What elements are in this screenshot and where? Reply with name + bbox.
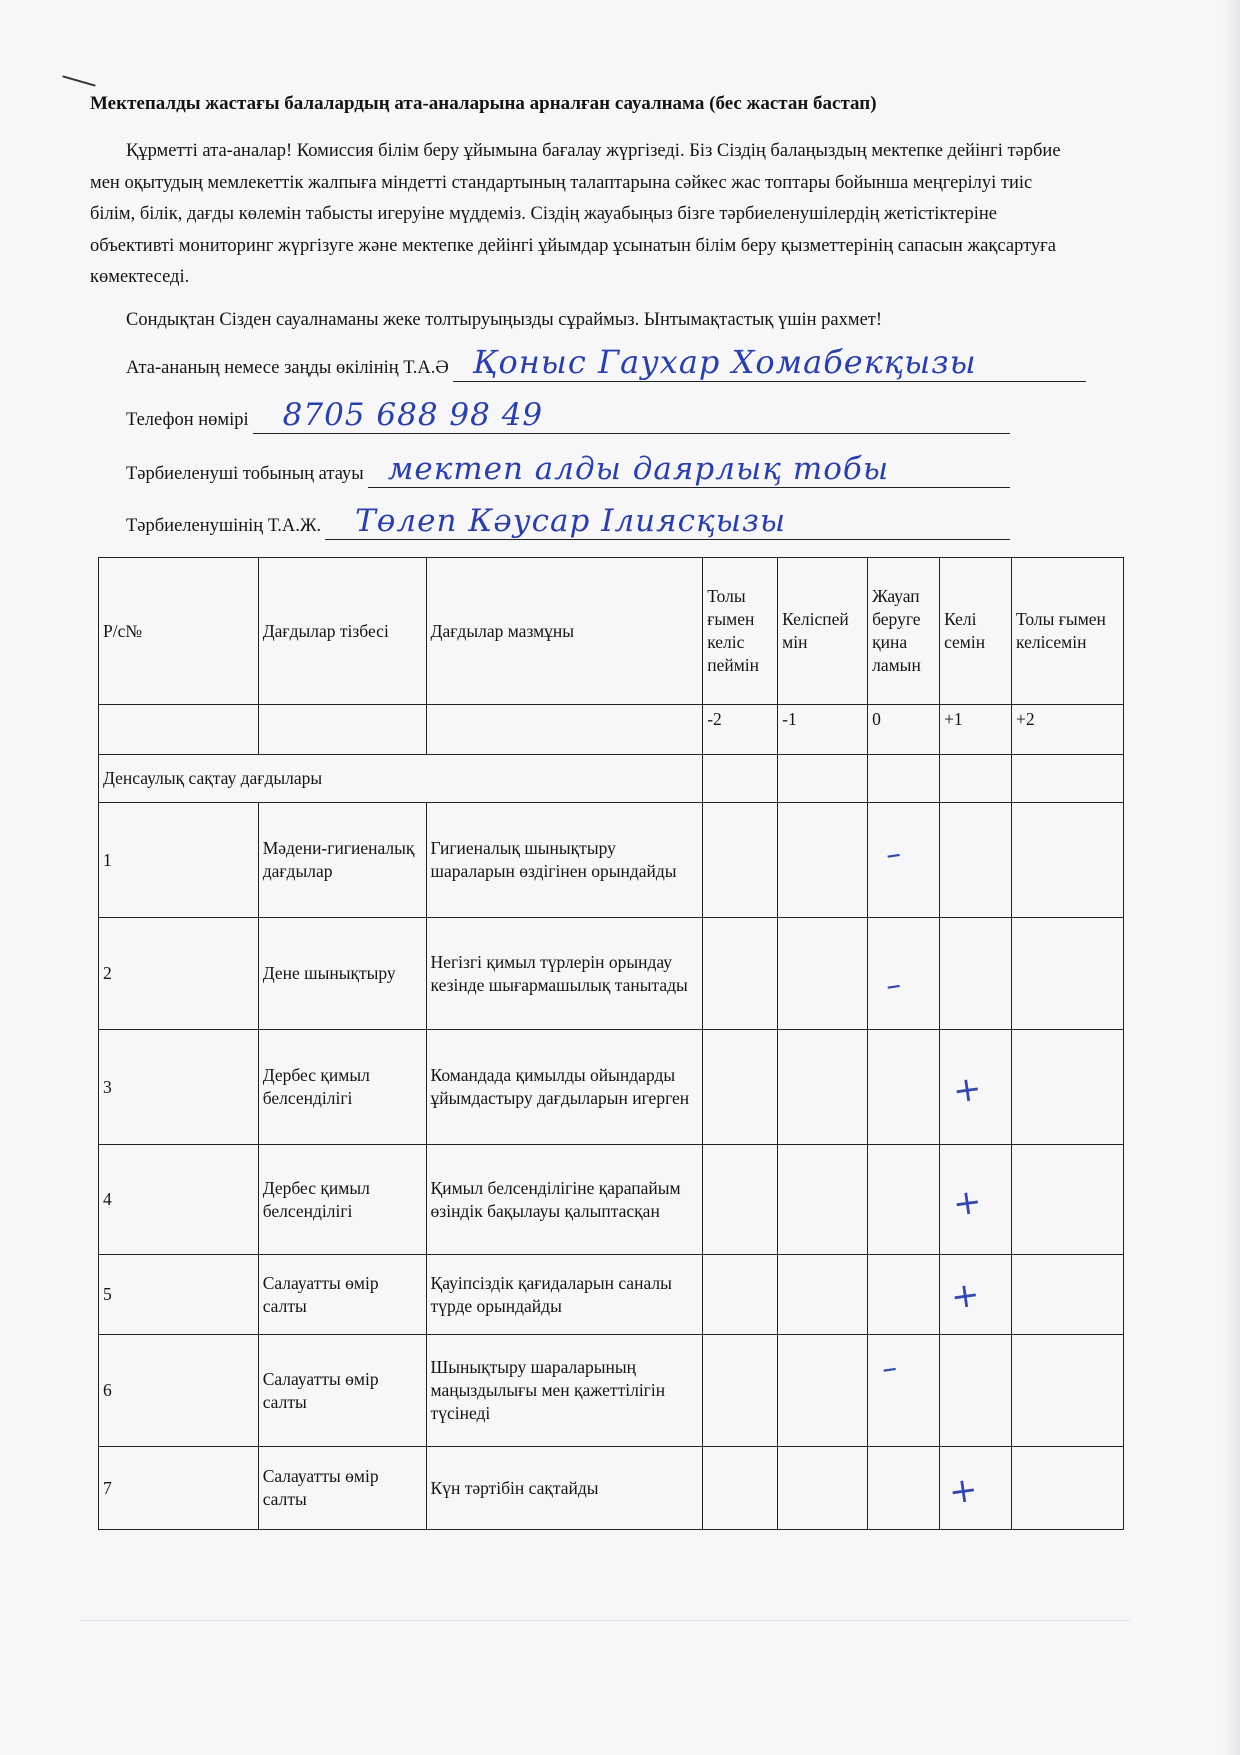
rating-cell[interactable] [940,1447,1012,1530]
handwritten-plus-mark: + [946,1469,981,1513]
row-content: Қауіпсіздік қағидаларын саналы түрде орындайды [426,1255,703,1335]
rating-cell[interactable] [1012,1145,1124,1255]
section-row [99,755,1124,803]
table-row [99,1255,1124,1335]
row-content: Қимыл белсенділігіне қарапайым өзіндік бақылауы қалыптасқан [426,1145,703,1255]
rating-cell[interactable] [703,1447,778,1530]
handwritten-plus-mark: + [950,1180,985,1225]
row-skill: Салауатты өмір салты [258,1447,426,1530]
row-number: 7 [99,1447,259,1530]
score-minus-two: -2 [703,705,778,755]
row-number: 4 [99,1145,259,1255]
handwritten-dash-mark: – [883,967,904,1004]
rating-cell[interactable] [778,1255,868,1335]
table-row [99,1447,1124,1530]
header-undecided: Жауап беруге қина ламын [868,558,940,705]
row-content: Негізгі қимыл түрлерін орындау кезінде шығармашылық танытады [426,918,703,1030]
score-plus-two: +2 [1012,705,1124,755]
header-skills: Дағдылар тізбесі [258,558,426,705]
bleed-through-line [80,1620,1130,1621]
row-content: Командада қимылды ойындарды ұйымдастыру дағдыларын игерген [426,1030,703,1145]
group-name-label: Тәрбиеленуші тобының атауы [126,464,364,484]
survey-table [98,557,1124,1530]
document-title: Мектепалды жастағы балалардың ата-аналарына арналған сауалнама (бес жастан бастап) [90,93,877,114]
rating-cell[interactable] [868,1030,940,1145]
row-skill: Дербес қимыл белсенділігі [258,1030,426,1145]
score-empty-cell [99,705,259,755]
section-empty-cell [868,755,940,803]
section-empty-cell [1012,755,1124,803]
table-row [99,918,1124,1030]
section-empty-cell [778,755,868,803]
header-num: Р/с№ [99,558,259,705]
rating-cell[interactable] [868,1335,940,1447]
rating-cell[interactable] [868,918,940,1030]
rating-cell[interactable] [778,1335,868,1447]
group-name-line[interactable] [368,451,1010,488]
header-strongly-disagree: Толы ғымен келіс пеймін [703,558,778,705]
rating-cell[interactable] [778,1030,868,1145]
group-name-handwriting: мектеп алды даярлық тобы [387,451,890,487]
row-skill: Мәдени-гигиеналық дағдылар [258,803,426,918]
row-content: Күн тәртібін сақтайды [426,1447,703,1530]
row-number: 5 [99,1255,259,1335]
child-name-label: Тәрбиеленушінің Т.А.Ж. [126,516,322,536]
rating-cell[interactable] [940,1030,1012,1145]
table-row [99,1030,1124,1145]
phone-line[interactable] [253,397,1010,434]
rating-cell[interactable] [940,1255,1012,1335]
rating-cell[interactable] [703,1030,778,1145]
rating-cell[interactable] [778,1447,868,1530]
handwritten-dash-mark: – [879,1350,900,1387]
section-title: Денсаулық сақтау дағдылары [99,755,703,803]
rating-cell[interactable] [1012,1447,1124,1530]
child-name-line[interactable] [325,503,1010,540]
header-row [99,558,1124,705]
rating-cell[interactable] [940,803,1012,918]
row-number: 1 [99,803,259,918]
score-zero: 0 [868,705,940,755]
handwritten-plus-mark: + [948,1273,983,1318]
section-empty-cell [940,755,1012,803]
rating-cell[interactable] [868,1255,940,1335]
table-row [99,1145,1124,1255]
score-row [99,705,1124,755]
group-name-field[interactable] [126,451,1010,488]
rating-cell[interactable] [1012,1335,1124,1447]
table-row [99,803,1124,918]
row-number: 6 [99,1335,259,1447]
header-disagree: Келіспей мін [778,558,868,705]
rating-cell[interactable] [703,1335,778,1447]
parent-name-label: Ата-ананың немесе заңды өкілінің Т.А.Ә [126,358,449,378]
intro-paragraph: Құрметті ата-аналар! Комиссия білім беру ұйымына бағалау жүргізеді. Біз Сіздің балаңыздың мектепке дейінгі тәрбие мен оқытудың мемлекеттік жалпыға міндетті стандартының талаптарына сәйкес жас топтары бойынша меңгерілуі тиіс білім, білік, дағды көлемін табысты игеруіне мүддеміз. Сіздің жауабыңыз бізге тәрбиеленушілердің жетістіктеріне объективті мониторинг жүргізуге және мектепке дейінгі ұйымдар ұсынатын білім беру қызметтерінің сапасын жақсартуға көмектеседі. [90,141,1061,287]
score-empty-cell [258,705,426,755]
row-number: 2 [99,918,259,1030]
row-content: Шынықтыру шараларының маңыздылығы мен қажеттілігін түсінеді [426,1335,703,1447]
rating-cell[interactable] [703,1145,778,1255]
rating-cell[interactable] [703,918,778,1030]
table-row [99,1335,1124,1447]
header-strongly-agree: Толы ғымен келісемін [1012,558,1124,705]
child-name-handwriting: Төлеп Кәусар Ілиясқызы [355,503,787,539]
row-skill: Салауатты өмір салты [258,1255,426,1335]
row-number: 3 [99,1030,259,1145]
table-body [99,803,1124,1530]
phone-label: Телефон нөмірі [126,410,249,430]
row-skill: Дене шынықтыру [258,918,426,1030]
rating-cell[interactable] [868,1145,940,1255]
parent-name-line[interactable] [453,343,1086,382]
row-skill: Дербес қимыл белсенділігі [258,1145,426,1255]
rating-cell[interactable] [868,1447,940,1530]
rating-cell[interactable] [1012,803,1124,918]
rating-cell[interactable] [1012,918,1124,1030]
rating-cell[interactable] [940,1335,1012,1447]
phone-field[interactable] [126,397,1010,434]
rating-cell[interactable] [1012,1255,1124,1335]
rating-cell[interactable] [778,803,868,918]
handwritten-dash-mark: – [883,835,904,873]
rating-cell[interactable] [703,803,778,918]
page-edge-shadow [1222,0,1240,1755]
request-paragraph: Сондықтан Сізден сауалнаманы жеке толтыруыңызды сұраймыз. Ынтымақтастық үшін рахмет! [126,310,883,330]
rating-cell[interactable] [778,1145,868,1255]
header-agree: Келі семін [940,558,1012,705]
rating-cell[interactable] [868,803,940,918]
parent-name-field[interactable] [126,343,1086,382]
rating-cell[interactable] [940,1145,1012,1255]
parent-name-handwriting: Қоныс Гаухар Хомабекқызы [472,343,977,381]
rating-cell[interactable] [703,1255,778,1335]
score-minus-one: -1 [778,705,868,755]
header-content: Дағдылар мазмұны [426,558,703,705]
child-name-field[interactable] [126,503,1010,540]
phone-handwriting: 8705 688 98 49 [282,397,544,433]
score-empty-cell [426,705,703,755]
rating-cell[interactable] [1012,1030,1124,1145]
section-empty-cell [703,755,778,803]
row-skill: Салауатты өмір салты [258,1335,426,1447]
score-plus-one: +1 [940,705,1012,755]
row-content: Гигиеналық шынықтыру шараларын өздігінен орындайды [426,803,703,918]
rating-cell[interactable] [778,918,868,1030]
rating-cell[interactable] [940,918,1012,1030]
handwritten-plus-mark: + [950,1068,985,1112]
